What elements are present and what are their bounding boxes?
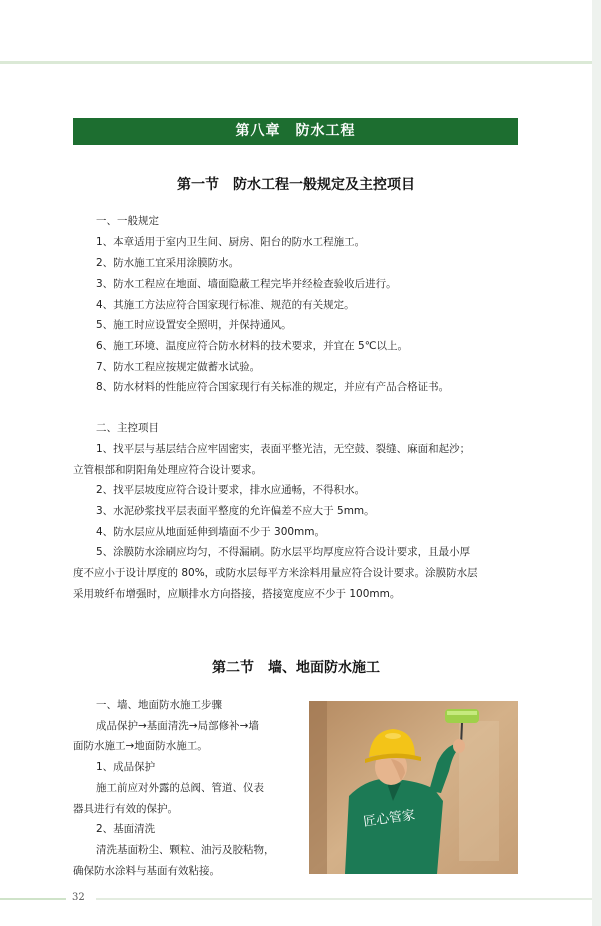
steps-heading: 一、墙、地面防水施工步骤 <box>96 699 222 711</box>
control-line: 立管根部和阴阳角处理应符合设计要求。 <box>73 464 262 476</box>
control-line: 5、涂膜防水涂刷应均匀，不得漏刷。防水层平均厚度应符合设计要求，且最小厚 <box>96 546 471 558</box>
protection-line: 器具进行有效的保护。 <box>73 803 178 815</box>
cleaning-line: 确保防水涂料与基面有效粘接。 <box>73 865 220 877</box>
general-heading: 一、一般规定 <box>96 215 159 227</box>
control-line: 2、找平层坡度应符合设计要求，排水应通畅，不得积水。 <box>96 484 366 496</box>
general-item: 1、本章适用于室内卫生间、厨房、阳台的防水工程施工。 <box>96 236 366 248</box>
general-item: 3、防水工程应在地面、墙面隐蔽工程完毕并经检查验收后进行。 <box>96 278 397 290</box>
header-rule <box>0 61 592 64</box>
general-item: 4、其施工方法应符合国家现行标准、规范的有关规定。 <box>96 299 355 311</box>
section-2-title: 第二节 墙、地面防水施工 <box>212 660 380 676</box>
general-item: 8、防水材料的性能应符合国家现行有关标准的规定，并应有产品合格证书。 <box>96 381 450 393</box>
vest-logo-text: 匠心管家 <box>362 807 417 830</box>
page-edge-strip <box>592 0 601 926</box>
worker-painting-illustration <box>309 701 518 874</box>
steps-line: 面防水施工→地面防水施工。 <box>73 740 208 752</box>
control-line: 3、水泥砂浆找平层表面平整度的允许偏差不应大于 5mm。 <box>96 505 375 517</box>
footer-rule <box>0 898 66 900</box>
cleaning-line: 清洗基面粉尘、颗粒、油污及胶粘物， <box>96 844 275 856</box>
general-item: 5、施工时应设置安全照明，并保持通风。 <box>96 319 292 331</box>
section-1-title: 第一节 防水工程一般规定及主控项目 <box>177 177 415 193</box>
worker-photo <box>309 701 518 874</box>
subheading-protection: 1、成品保护 <box>96 761 156 773</box>
footer-rule <box>96 898 592 900</box>
control-line: 1、找平层与基层结合应牢固密实，表面平整光洁，无空鼓、裂缝、麻面和起沙； <box>96 443 471 455</box>
general-item: 7、防水工程应按规定做蓄水试验。 <box>96 361 261 373</box>
control-line: 4、防水层应从地面延伸到墙面不少于 300mm。 <box>96 526 326 538</box>
page-number: 32 <box>72 892 85 903</box>
general-item: 6、施工环境、温度应符合防水材料的技术要求，并宜在 5℃以上。 <box>96 340 408 352</box>
chapter-title: 第八章 防水工程 <box>73 118 518 145</box>
general-item: 2、防水施工宜采用涂膜防水。 <box>96 257 240 269</box>
protection-line: 施工前应对外露的总阀、管道、仪表 <box>96 782 264 794</box>
subheading-cleaning: 2、基面清洗 <box>96 823 156 835</box>
control-line: 采用玻纤布增强时，应顺排水方向搭接，搭接宽度应不少于 100mm。 <box>73 588 401 600</box>
control-heading: 二、主控项目 <box>96 422 159 434</box>
steps-line: 成品保护→基面清洗→局部修补→墙 <box>96 720 259 732</box>
control-line: 度不应小于设计厚度的 80%，或防水层每平方米涂料用量应符合设计要求。涂膜防水层 <box>73 567 478 579</box>
